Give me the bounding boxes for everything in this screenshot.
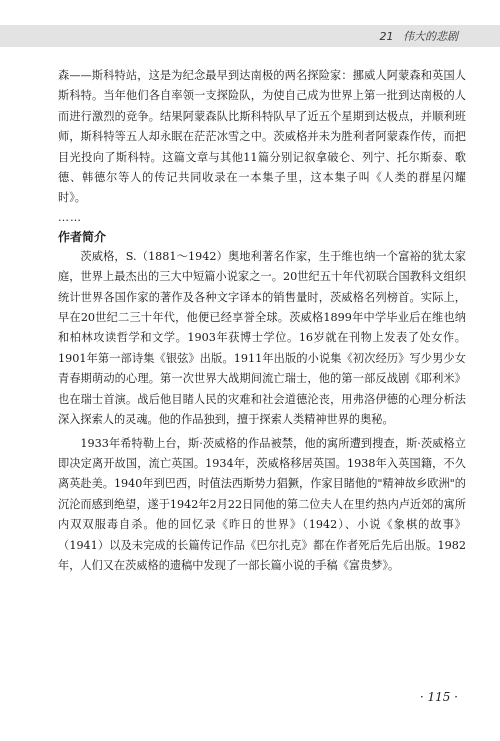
chapter-number: 21 — [379, 30, 394, 43]
bio-paragraph: 1933年希特勒上台，斯·茨威格的作品被禁，他的寓所遭到搜查，斯·茨威格立即决定离开故国，流亡英国。1934年，茨威格移居英国。1938年入英国籍，不久离英赴美。1940年到巴西，时值法西斯势力猖獗，作家目睹他的"精神故乡欧洲"的沉沦而感到绝望，遂于1942年2月22日同他的第二位夫人在里约热内卢近郊的寓所内双双服毒自杀。他的回忆录《昨日的世界》（1942）、小说《象棋的故事》（1941）以及未完成的长篇传记作品《巴尔扎克》都在作者死后先后出版。1982年，人们又在茨威格的遗稿中发现了一部长篇小说的手稿《富贵梦》。 — [58, 436, 466, 572]
bio-paragraph: 茨威格，S.（1881～1942）奥地利著名作家，生于维也纳一个富裕的犹太家庭，世界上最杰出的三大中短篇小说家之一。20世纪五十年代初联合国教科文组织统计世界各国作家的著作及各种文字译本的销售量时，茨威格名列榜首。实际上，早在20世纪二三十年代，他便已经享誉全球。茨威格1899年中学毕业后在维也纳和柏林攻读哲学和文学。1903年获博士学位。16岁就在刊物上发表了处女作。1901年第一部诗集《银弦》出版。1911年出版的小说集《初次经历》写少男少女青春期萌动的心理。第一次世界大战期间流亡瑞士，他的第一部反战剧《耶利米》也在瑞士首演。战后他目睹人民的灾难和社会道德沦丧，用弗洛伊德的心理分析法深入探索人的灵魂。他的作品独到，擅于探索人类精神世界的奥秘。 — [58, 249, 466, 427]
page-body — [58, 66, 466, 576]
body-paragraph: 森——斯科特站，这是为纪念最早到达南极的两名探险家：挪威人阿蒙森和英国人斯科特。当年他们各自率领一支探险队，为使自己成为世界上第一批到达南极的人而进行激烈的竞争。结果阿蒙森队比斯科特队早了近五个星期到达极点，并顺利班师，斯科特等五人却永眠在茫茫冰雪之中。茨威格并未为胜利者阿蒙森作传，而把目光投向了斯科特。这篇文章与其他11篇分别记叙拿破仑、列宁、托尔斯泰、歌德、韩德尔等人的传记共同收录在一本集子里，这本集子叫《人类的群星闪耀时》。 — [58, 69, 466, 205]
running-header — [380, 28, 459, 44]
chapter-title: 伟大的悲剧 — [403, 30, 458, 43]
ellipsis: …… — [58, 210, 82, 224]
section-title: 作者简介 — [58, 229, 107, 244]
page-number: · 115 · — [419, 690, 458, 704]
